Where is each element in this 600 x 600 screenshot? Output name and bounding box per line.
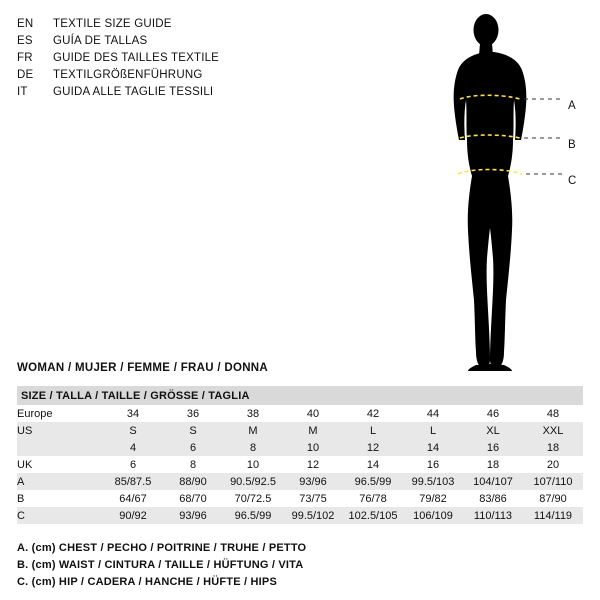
size-table (17, 386, 583, 524)
language-row (17, 50, 297, 67)
cell: 18 (486, 458, 500, 471)
language-row (17, 67, 297, 84)
language-row (17, 33, 297, 50)
cell: 12 (366, 441, 380, 454)
cell: 42 (366, 407, 380, 420)
cell: 34 (126, 407, 140, 420)
language-title: GUIDA ALLE TAGLIE TESSILI (53, 86, 214, 98)
cell: 99.5/103 (411, 475, 455, 488)
table-row (17, 507, 583, 524)
cell: 16 (486, 441, 500, 454)
cell: 12 (306, 458, 320, 471)
cell: 20 (546, 458, 560, 471)
cell: 73/75 (299, 492, 327, 505)
note-b: B. (cm) WAIST / CINTURA / TAILLE / HÜFTUNG / VITA (17, 559, 304, 571)
language-title: GUIDE DES TAILLES TEXTILE (53, 52, 220, 64)
cell: 90.5/92.5 (230, 475, 276, 488)
cell: 8 (189, 458, 197, 471)
note-c: C. (cm) HIP / CADERA / HANCHE / HÜFTE / HIPS (17, 576, 277, 588)
cell: 96.5/99 (234, 509, 272, 522)
cell: 16 (426, 458, 440, 471)
language-code: ES (17, 35, 33, 47)
cell: 93/96 (299, 475, 327, 488)
cell: 36 (186, 407, 200, 420)
note-a: A. (cm) CHEST / PECHO / POITRINE / TRUHE / PETTO (17, 542, 307, 554)
cell: 88/90 (179, 475, 207, 488)
cell: 48 (546, 407, 560, 420)
table-row (17, 439, 583, 456)
cell: 6 (189, 441, 197, 454)
row-label: B (17, 492, 25, 505)
cell: XL (486, 424, 500, 437)
cell: 44 (426, 407, 440, 420)
female-silhouette-icon (420, 8, 595, 373)
body-figure (420, 8, 595, 373)
cell: M (248, 424, 258, 437)
row-label: A (17, 475, 25, 488)
cell: 10 (306, 441, 320, 454)
cell: 90/92 (119, 509, 147, 522)
table-header-cell: SIZE / TALLA / TAILLE / GRÖSSE / TAGLIA (21, 389, 250, 402)
language-title: TEXTILGRÖßENFÜHRUNG (53, 69, 203, 81)
row-label: C (17, 509, 25, 522)
language-code: FR (17, 52, 33, 64)
row-label: US (17, 424, 33, 437)
language-row (17, 84, 297, 101)
guide-label-b: B (568, 139, 576, 151)
cell: L (429, 424, 437, 437)
cell: 114/119 (533, 509, 573, 522)
cell: 68/70 (179, 492, 207, 505)
cell: 93/96 (179, 509, 207, 522)
table-row (17, 456, 583, 473)
table-header-row (17, 386, 583, 405)
language-code: IT (17, 86, 28, 98)
cell: 14 (426, 441, 440, 454)
cell: S (189, 424, 197, 437)
cell: 96.5/99 (354, 475, 392, 488)
cell: 76/78 (359, 492, 387, 505)
cell: 102.5/105 (348, 509, 398, 522)
table-row (17, 405, 583, 422)
cell: 46 (486, 407, 500, 420)
cell: 38 (246, 407, 260, 420)
cell: 4 (129, 441, 137, 454)
language-title: GUÍA DE TALLAS (53, 35, 148, 47)
language-title: TEXTILE SIZE GUIDE (53, 18, 172, 30)
row-label: UK (17, 458, 33, 471)
cell: 6 (129, 458, 137, 471)
cell: 79/82 (419, 492, 447, 505)
cell: 14 (366, 458, 380, 471)
guide-label-a: A (568, 100, 576, 112)
cell: 70/72.5 (234, 492, 272, 505)
guide-label-c: C (568, 175, 577, 187)
cell: 107/110 (533, 475, 573, 488)
row-label (17, 439, 103, 456)
table-row (17, 422, 583, 439)
table-row (17, 473, 583, 490)
language-title-block (17, 16, 297, 101)
table-caption: WOMAN / MUJER / FEMME / FRAU / DONNA (17, 362, 269, 374)
cell: 104/107 (473, 475, 513, 488)
cell: L (369, 424, 377, 437)
cell: S (129, 424, 137, 437)
cell: 110/113 (473, 509, 513, 522)
cell: 83/86 (479, 492, 507, 505)
cell: 106/109 (413, 509, 453, 522)
cell: M (308, 424, 318, 437)
cell: 8 (249, 441, 257, 454)
measurement-notes (17, 540, 577, 591)
language-row (17, 16, 297, 33)
cell: 18 (546, 441, 560, 454)
cell: 64/67 (119, 492, 147, 505)
cell: 85/87.5 (114, 475, 152, 488)
row-label: Europe (17, 407, 53, 420)
cell: XXL (542, 424, 564, 437)
cell: 99.5/102 (291, 509, 335, 522)
language-code: DE (17, 69, 34, 81)
table-row (17, 490, 583, 507)
cell: 40 (306, 407, 320, 420)
cell: 87/90 (539, 492, 567, 505)
language-code: EN (17, 18, 34, 30)
cell: 10 (246, 458, 260, 471)
